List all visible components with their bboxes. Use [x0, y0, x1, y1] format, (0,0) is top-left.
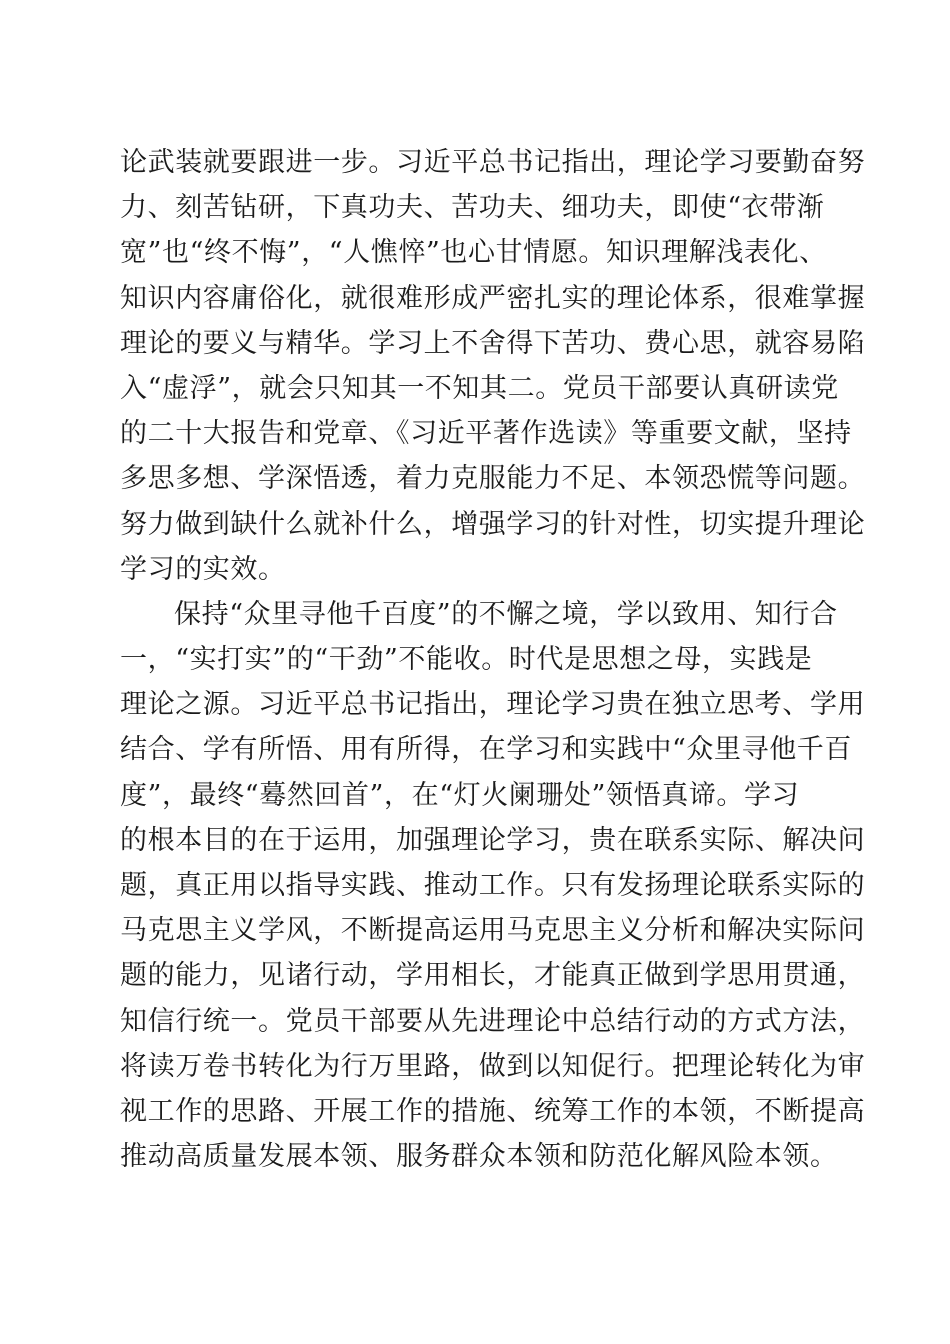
text-line: 知识内容庸俗化，就很难形成严密扎实的理论体系，很难掌握	[120, 282, 866, 314]
text-line: 的二十大报告和党章、《习近平著作选读》等重要文献，坚持	[120, 418, 852, 450]
text-line: 一，“实打实”的“干劲”不能收。时代是思想之母，实践是	[120, 644, 813, 676]
text-line: 题的能力，见诸行动，学用相长，才能真正做到学思用贯通，	[120, 960, 866, 992]
text-line: 宽”也“终不悔”，“人憔悴”也心甘情愿。知识理解浅表化、	[120, 237, 827, 269]
text-line-indented: 保持“众里寻他千百度”的不懈之境，学以致用、知行合	[174, 598, 838, 630]
text-line: 理论之源。习近平总书记指出，理论学习贵在独立思考、学用	[120, 689, 866, 721]
paragraph-1	[120, 140, 866, 592]
text-line: 知信行统一。党员干部要从先进理论中总结行动的方式方法，	[120, 1005, 866, 1037]
text-line: 力、刻苦钻研，下真功夫、苦功夫、细功夫，即使“衣带渐	[120, 192, 825, 224]
body-text	[120, 140, 866, 1179]
text-line: 视工作的思路、开展工作的措施、统筹工作的本领，不断提高	[120, 1095, 866, 1127]
text-line: 努力做到缺什么就补什么，增强学习的针对性，切实提升理论	[120, 508, 866, 540]
text-line: 学习的实效。	[120, 553, 286, 585]
text-line: 多思多想、学深悟透，着力克服能力不足、本领恐慌等问题。	[120, 463, 866, 495]
text-line: 结合、学有所悟、用有所得，在学习和实践中“众里寻他千百	[120, 734, 853, 766]
text-line: 马克思主义学风，不断提高运用马克思主义分析和解决实际问	[120, 915, 866, 947]
paragraph-2	[120, 592, 866, 1179]
text-line: 的根本目的在于运用，加强理论学习，贵在联系实际、解决问	[120, 824, 866, 856]
text-line: 将读万卷书转化为行万里路，做到以知促行。把理论转化为审	[120, 1050, 866, 1082]
text-line: 理论的要义与精华。学习上不舍得下苦功、费心思，就容易陷	[120, 327, 866, 359]
text-line: 题，真正用以指导实践、推动工作。只有发扬理论联系实际的	[120, 870, 866, 901]
text-line: 入“虚浮”，就会只知其一不知其二。党员干部要认真研读党	[120, 372, 839, 404]
text-line: 度”，最终“蓦然回首”，在“灯火阑珊处”领悟真谛。学习	[120, 779, 800, 811]
text-line: 论武装就要跟进一步。习近平总书记指出，理论学习要勤奋努	[120, 147, 866, 178]
text-line: 推动高质量发展本领、服务群众本领和防范化解风险本领。	[120, 1141, 838, 1173]
